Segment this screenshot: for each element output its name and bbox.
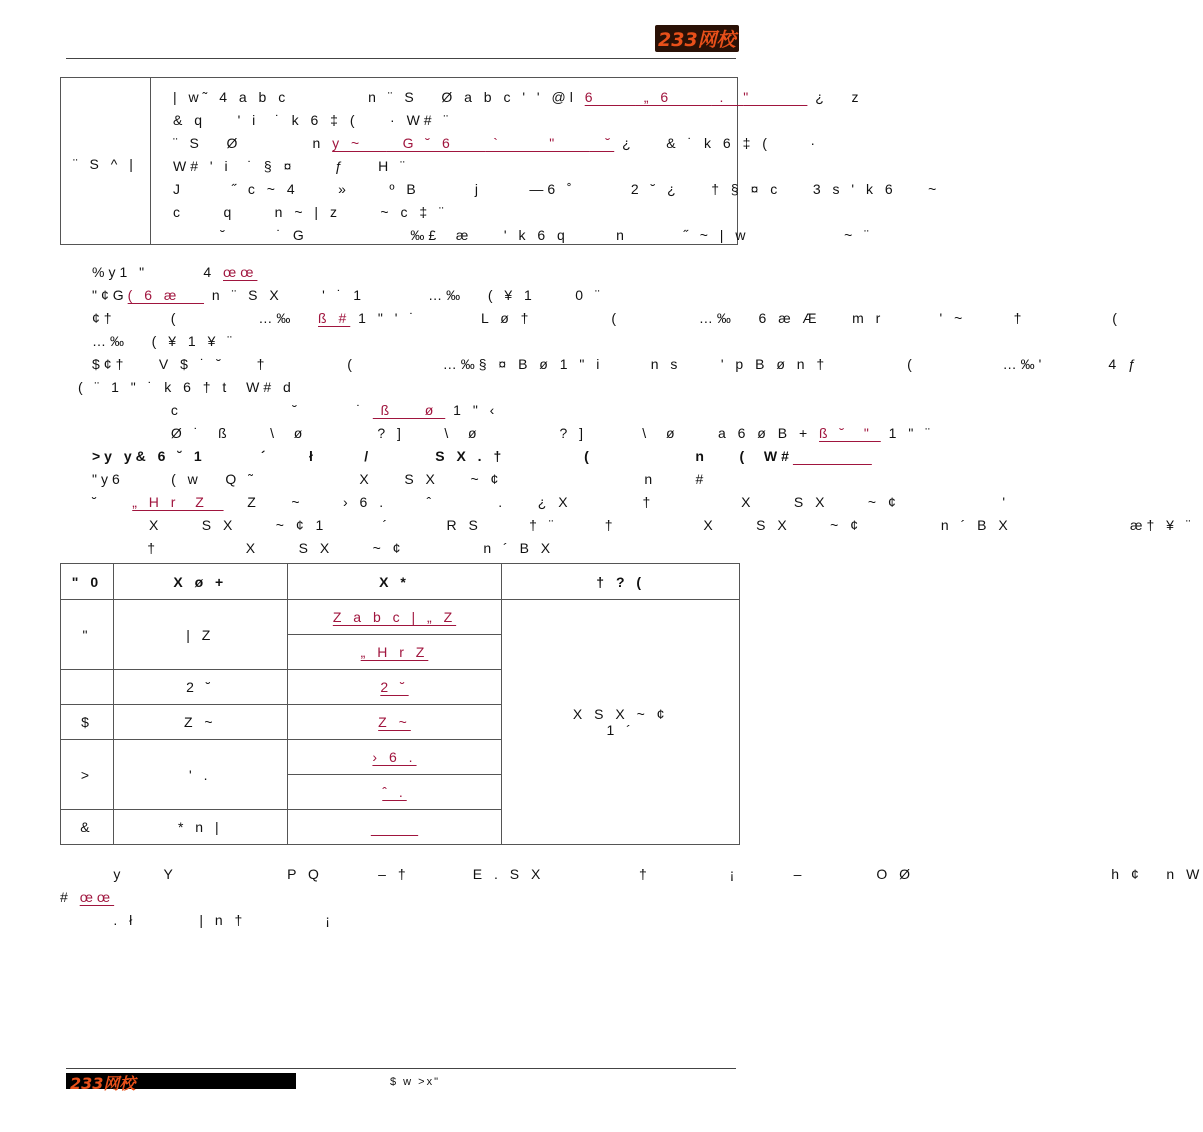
text-run: n ¨ S X ' ˙ 1 …‰ ( ¥ 1 0 ¨	[204, 287, 604, 303]
text-link[interactable]: œœ	[223, 264, 258, 280]
page-number: $ w >x"	[390, 1076, 441, 1088]
th-note: † ? (	[502, 564, 740, 600]
text-run: c q n ~ | z ~ c ‡ ¨	[173, 204, 448, 220]
row-no: >	[61, 740, 114, 810]
text-run: ¨ S Ø n	[173, 135, 333, 151]
text-run: $¢† V $ ˙ ˘ † ( …‰§ ¤ B ø 1 " i n s ' p B ø n † ( …‰' 4 ƒ	[92, 356, 1140, 372]
text-run: "¢G	[92, 287, 128, 303]
row-no: "	[61, 600, 114, 670]
text-run: X S X ~ ¢ 1 ´ R S † ¨ † X S X ~ ¢ n ´ B X æ† ¥ ¨	[78, 517, 1195, 533]
body-line	[92, 471, 707, 487]
body-line	[92, 402, 498, 418]
text-link[interactable]: „ 6	[635, 89, 712, 105]
row-link[interactable]: ˆ .	[287, 775, 502, 810]
box-line	[173, 112, 452, 128]
process-table	[60, 563, 740, 845]
text-run: ¢† ( …‰	[92, 310, 319, 326]
text-run: ¿ z	[807, 89, 863, 105]
footer-logo: 233网校	[70, 1074, 136, 1093]
row-link[interactable]: Z ~	[287, 705, 502, 740]
text-run: ˘	[92, 494, 133, 510]
text-run: Z ~ › 6 . ˆ . ¿ X † X S X ~ ¢ '	[223, 494, 1010, 510]
text-run: ( ¨ 1 " ˙ k 6 † t W# d	[78, 379, 295, 395]
text-run: …‰ ( ¥ 1 ¥ ¨	[92, 333, 236, 349]
row-no	[61, 670, 114, 705]
text-link[interactable]: ` "	[485, 135, 590, 151]
text-run: %y1 " 4	[92, 264, 223, 280]
body-line	[92, 494, 1009, 510]
text-run: † X S X ~ ¢ n ´ B X	[92, 540, 555, 556]
box-line	[173, 158, 409, 174]
row-link[interactable]: Z a b c | „ Z	[287, 600, 502, 635]
text-link[interactable]	[793, 448, 872, 464]
th-desc: X ø +	[113, 564, 287, 600]
text-link[interactable]: „ H r Z	[132, 494, 224, 510]
text-run: 1 " ' ˙ L ø † ( …‰ 6 æ Æ m r ' ~ † (	[350, 310, 1121, 326]
body-line	[92, 264, 257, 280]
text-run: J ˝ c ~ 4 » º B j —6 ˚ 2 ˘ ¿ † § ¤ c 3 s ' k 6 ~	[173, 181, 941, 197]
text-run: >y y& 6 ˘ 1 ´ ł / S X . † ( n ( W#	[92, 448, 793, 464]
text-link[interactable]: ß ˘ "	[819, 425, 881, 441]
body-line	[92, 333, 236, 349]
text-link[interactable]: .	[711, 89, 744, 105]
text-link[interactable]: ß #	[318, 310, 351, 326]
text-link[interactable]: ( 6 æ	[127, 287, 205, 303]
row-no: &	[61, 810, 114, 845]
box-line	[173, 204, 448, 220]
text-run: ¿ & ˙ k 6 ‡ ( ·	[614, 135, 820, 151]
row-link[interactable]: „ H r Z	[287, 635, 502, 670]
body-line	[92, 425, 934, 441]
body-line	[78, 517, 1195, 533]
box-divider	[150, 78, 151, 244]
row-link[interactable]: 2 ˘	[287, 670, 502, 705]
text-run: 1 " ‹	[445, 402, 499, 418]
text-link[interactable]: ß ø	[372, 402, 446, 418]
row-desc: | Z	[113, 600, 287, 670]
box-line	[173, 89, 863, 105]
body-line	[78, 379, 295, 395]
brand-logo: 233网校	[655, 25, 739, 52]
text-run: "y6 ( w Q ˜ X S X ~ ¢ n #	[92, 471, 708, 487]
text-run: #	[60, 889, 80, 905]
th-link: X *	[287, 564, 502, 600]
box-line	[173, 181, 940, 197]
text-run: ˘ ˙ G ‰£ æ ' k 6 q n ˝ ~ | w ~ ¨	[173, 227, 873, 243]
row-desc: Z ~	[113, 705, 287, 740]
text-run: y Y P Q – † E . S X † ¡ – O Ø h ¢ n W	[66, 866, 1203, 882]
text-link[interactable]: y ~	[332, 135, 387, 151]
text-run: Ø ˙ ß \ ø ? ] \ ø ? ] \ ø a 6 ø B +	[92, 425, 820, 441]
body-line	[92, 448, 872, 464]
row-link[interactable]: › 6 .	[287, 740, 502, 775]
text-link[interactable]: "	[743, 89, 808, 105]
footer-rule	[66, 1068, 736, 1069]
text-run: 1 " ¨	[880, 425, 934, 441]
text-run: W# ' i ˙ § ¤ ƒ H ¨	[173, 158, 409, 174]
closing-line	[66, 866, 1203, 882]
text-run: . ł | n † ¡	[66, 912, 334, 928]
text-run: c ˘ ˙	[92, 402, 373, 418]
row-no: $	[61, 705, 114, 740]
row-note: X S X ~ ¢ 1 ´	[502, 600, 740, 845]
header-rule	[66, 58, 736, 59]
text-link[interactable]: 6	[584, 89, 636, 105]
closing-line	[60, 889, 114, 905]
text-link[interactable]: œœ	[79, 889, 115, 905]
body-line	[92, 356, 1140, 372]
row-desc: ' .	[113, 740, 287, 810]
body-line	[92, 287, 604, 303]
box-left-label: ¨ S ^ |	[73, 156, 137, 172]
body-line	[92, 310, 1121, 326]
th-no: " 0	[61, 564, 114, 600]
definition-box	[60, 77, 941, 245]
row-desc: * n |	[113, 810, 287, 845]
row-desc: 2 ˘	[113, 670, 287, 705]
box-line	[173, 227, 873, 243]
text-link[interactable]: G ˘ 6	[386, 135, 486, 151]
text-run: & q ' i ˙ k 6 ‡ ( · W# ¨	[173, 112, 453, 128]
body-line	[92, 540, 554, 556]
row-link[interactable]	[287, 810, 502, 845]
text-link[interactable]: ˘	[589, 135, 615, 151]
box-line	[173, 135, 819, 151]
text-run: | w˜ 4 a b c n ¨ S Ø a b c ' ' @l	[173, 89, 585, 105]
closing-line	[66, 912, 334, 928]
